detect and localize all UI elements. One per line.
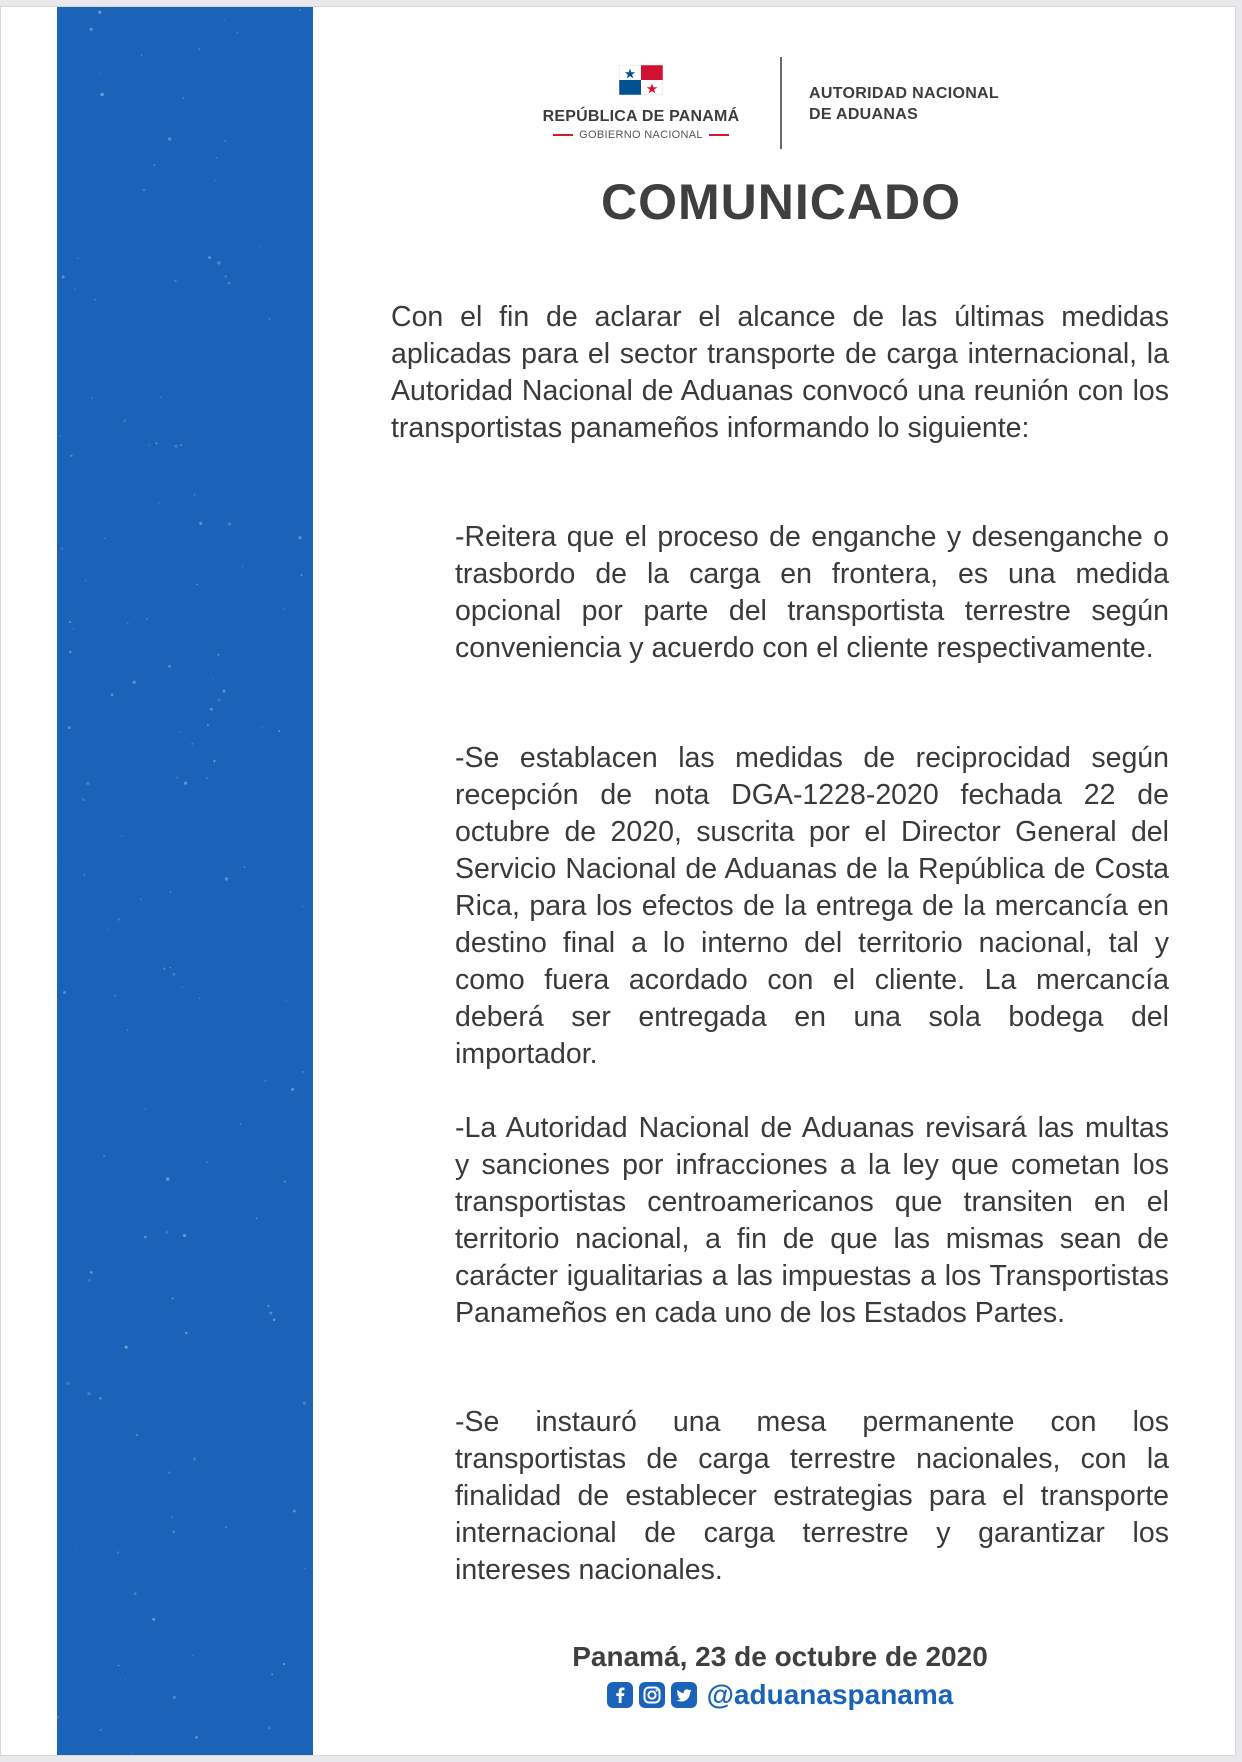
letterhead xyxy=(521,51,1041,151)
red-rule xyxy=(709,134,729,136)
government-subtitle xyxy=(521,129,761,141)
date-line: Panamá, 23 de octubre de 2020 xyxy=(572,1641,988,1672)
facebook-icon xyxy=(607,1682,633,1708)
point-paragraph: -La Autoridad Nacional de Aduanas revisará las multas y sanciones por infracciones a la ley que cometan los transportistas centroamericanos que transiten en el territorio nacional, a fin de que las mismas sean de carácter igualitarias a las impuestas a los Transportistas Panameños en cada uno de los Estados Partes. xyxy=(455,1112,1169,1329)
red-rule xyxy=(553,134,573,136)
government-name: REPÚBLICA DE PANAMÁ xyxy=(542,108,740,125)
social-handle: @aduanaspanama xyxy=(706,1679,954,1710)
panama-flag-icon xyxy=(619,65,663,95)
agency-line-1: AUTORIDAD NACIONAL xyxy=(809,85,999,102)
instagram-icon xyxy=(639,1682,665,1708)
point-paragraph: -Se establacen las medidas de reciprocidad según recepción de nota DGA-1228-2020 fechada 22 de octubre de 2020, suscrita por el Director General del Servicio Nacional de Aduanas de la República de Costa Rica, para los efectos de la entrega de la mercancía en destino final a lo interno del territorio nacional, tal y como fuera acordado con el cliente. La mercancía deberá ser entregada en una sola bodega del importador. xyxy=(455,742,1169,1070)
intro-paragraph: Con el fin de aclarar el alcance de las últimas medidas aplicadas para el sector transporte de carga internacional, la Autoridad Nacional de Aduanas convocó una reunión con los transportistas panameños informando lo siguiente: xyxy=(391,301,1169,444)
decorative-blue-band xyxy=(57,7,313,1755)
twitter-icon xyxy=(671,1682,697,1708)
header-divider xyxy=(780,57,782,149)
social-links xyxy=(391,1679,1169,1711)
point-paragraph: -Se instauró una mesa permanente con los transportistas de carga terrestre nacionales, con la finalidad de establecer estrategias para el transporte internacional de carga terrestre y garantizar los intereses nacionales. xyxy=(455,1406,1169,1586)
document-page xyxy=(0,6,1236,1756)
government-logo xyxy=(521,65,761,141)
government-subtitle-text: GOBIERNO NACIONAL xyxy=(579,129,703,141)
band-texture xyxy=(57,7,313,1755)
page-title: COMUNICADO xyxy=(601,174,961,230)
agency-line-2: DE ADUANAS xyxy=(809,106,919,123)
agency-name xyxy=(809,83,999,125)
point-paragraph: -Reitera que el proceso de enganche y desenganche o trasbordo de la carga en frontera, es una medida opcional por parte del transportista terrestre según conveniencia y acuerdo con el cliente respectivamente. xyxy=(455,521,1169,664)
